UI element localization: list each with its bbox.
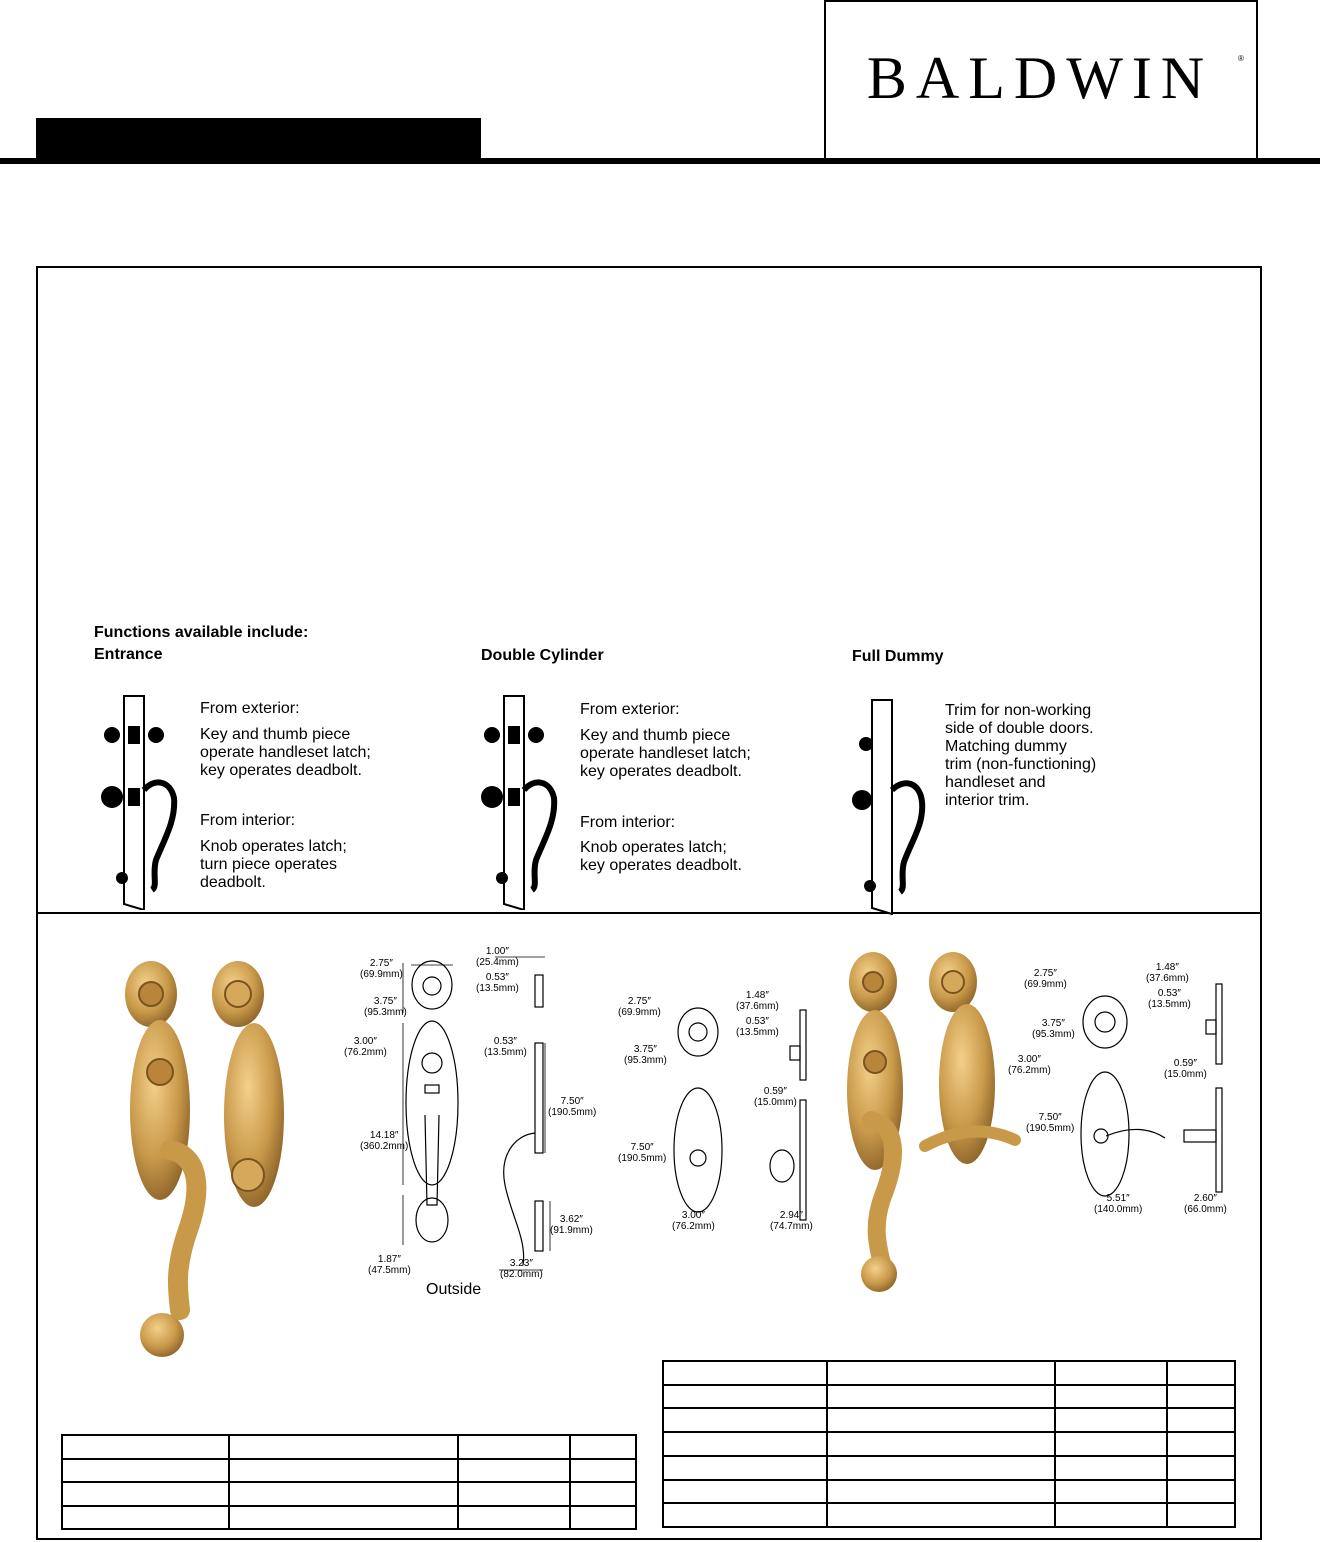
entrance-interior-line2: turn piece operates bbox=[200, 856, 337, 873]
double-exterior-line2: operate handleset latch; bbox=[580, 745, 751, 762]
dummy-line5: handleset and bbox=[945, 774, 1046, 791]
dim1-d: 14.18″ (360.2mm) bbox=[360, 1130, 409, 1152]
dim1-b: 3.75″ (95.3mm) bbox=[364, 996, 407, 1018]
brand-logo: BALDWIN bbox=[866, 45, 1214, 111]
dim3-g: 0.53″ (13.5mm) bbox=[1148, 988, 1191, 1010]
table-row bbox=[663, 1361, 1235, 1385]
spec-table-left bbox=[61, 1434, 637, 1530]
handleset-photo-right bbox=[835, 950, 1025, 1310]
functions-intro: Functions available include: bbox=[94, 624, 309, 641]
dim2-e: 1.48″ (37.6mm) bbox=[736, 990, 779, 1012]
double-interior-line1: Knob operates latch; bbox=[580, 839, 727, 856]
dummy-line4: trim (non-functioning) bbox=[945, 756, 1097, 773]
full-dummy-title: Full Dummy bbox=[852, 648, 944, 665]
dim3-c: 3.00″ (76.2mm) bbox=[1008, 1054, 1051, 1076]
dim1-j: 3.62″ (91.9mm) bbox=[550, 1214, 593, 1236]
dim3-e: 5.51″ (140.0mm) bbox=[1094, 1193, 1143, 1215]
spec-table-right bbox=[662, 1360, 1236, 1528]
dummy-line6: interior trim. bbox=[945, 792, 1030, 809]
header-title-bar bbox=[36, 118, 481, 160]
dim3-b: 3.75″ (95.3mm) bbox=[1032, 1018, 1075, 1040]
table-row bbox=[663, 1503, 1235, 1527]
entrance-interior-line3: deadbolt. bbox=[200, 874, 266, 891]
dim1-h: 0.53″ (13.5mm) bbox=[484, 1036, 527, 1058]
entrance-exterior-head: From exterior: bbox=[200, 700, 300, 717]
dim3-d: 7.50″ (190.5mm) bbox=[1026, 1112, 1075, 1134]
dim3-f: 1.48″ (37.6mm) bbox=[1146, 962, 1189, 984]
dim2-d: 3.00″ (76.2mm) bbox=[672, 1210, 715, 1232]
dim1-f: 1.00″ (25.4mm) bbox=[476, 946, 519, 968]
dim3-h: 0.59″ (15.0mm) bbox=[1164, 1058, 1207, 1080]
double-interior-head: From interior: bbox=[580, 814, 676, 831]
table-row bbox=[62, 1506, 636, 1530]
handleset-photo-left bbox=[110, 950, 310, 1370]
entrance-exterior-line3: key operates deadbolt. bbox=[200, 762, 362, 779]
dim1-c: 3.00″ (76.2mm) bbox=[344, 1036, 387, 1058]
table-row bbox=[663, 1432, 1235, 1456]
dim2-f: 0.53″ (13.5mm) bbox=[736, 1016, 779, 1038]
table-row bbox=[663, 1456, 1235, 1480]
double-cylinder-title: Double Cylinder bbox=[481, 647, 604, 664]
table-row bbox=[663, 1408, 1235, 1432]
outside-caption: Outside bbox=[426, 1281, 482, 1298]
dummy-line1: Trim for non-working bbox=[945, 702, 1092, 719]
dim1-g: 0.53″ (13.5mm) bbox=[476, 972, 519, 994]
dim2-c: 7.50″ (190.5mm) bbox=[618, 1142, 667, 1164]
full-dummy-function-icon bbox=[842, 690, 932, 915]
dim1-k: 3.23″ (82.0mm) bbox=[500, 1258, 543, 1280]
dim2-a: 2.75″ (69.9mm) bbox=[618, 996, 661, 1018]
double-interior-line2: key operates deadbolt. bbox=[580, 857, 742, 874]
registered-mark: ® bbox=[1238, 54, 1244, 63]
dummy-line3: Matching dummy bbox=[945, 738, 1067, 755]
entrance-function-icon bbox=[92, 690, 182, 910]
dim3-a: 2.75″ (69.9mm) bbox=[1024, 968, 1067, 990]
double-exterior-line1: Key and thumb piece bbox=[580, 727, 731, 744]
table-row bbox=[62, 1459, 636, 1483]
dim1-e: 1.87″ (47.5mm) bbox=[368, 1254, 411, 1276]
dim3-i: 2.60″ (66.0mm) bbox=[1184, 1193, 1227, 1215]
table-row bbox=[663, 1480, 1235, 1504]
entrance-exterior-line1: Key and thumb piece bbox=[200, 726, 351, 743]
entrance-interior-line1: Knob operates latch; bbox=[200, 838, 347, 855]
double-exterior-line3: key operates deadbolt. bbox=[580, 763, 742, 780]
section-divider bbox=[38, 912, 1262, 914]
table-row bbox=[62, 1482, 636, 1506]
table-row bbox=[62, 1435, 636, 1459]
entrance-exterior-line2: operate handleset latch; bbox=[200, 744, 371, 761]
entrance-interior-head: From interior: bbox=[200, 812, 296, 829]
double-cylinder-function-icon bbox=[472, 690, 562, 910]
dim2-b: 3.75″ (95.3mm) bbox=[624, 1044, 667, 1066]
dim1-i: 7.50″ (190.5mm) bbox=[548, 1096, 597, 1118]
dim2-h: 2.94″ (74.7mm) bbox=[770, 1210, 813, 1232]
table-row bbox=[663, 1385, 1235, 1409]
double-exterior-head: From exterior: bbox=[580, 701, 680, 718]
entrance-title: Entrance bbox=[94, 646, 163, 663]
dummy-line2: side of double doors. bbox=[945, 720, 1094, 737]
dim2-g: 0.59″ (15.0mm) bbox=[754, 1086, 797, 1108]
dim1-a: 2.75″ (69.9mm) bbox=[360, 958, 403, 980]
